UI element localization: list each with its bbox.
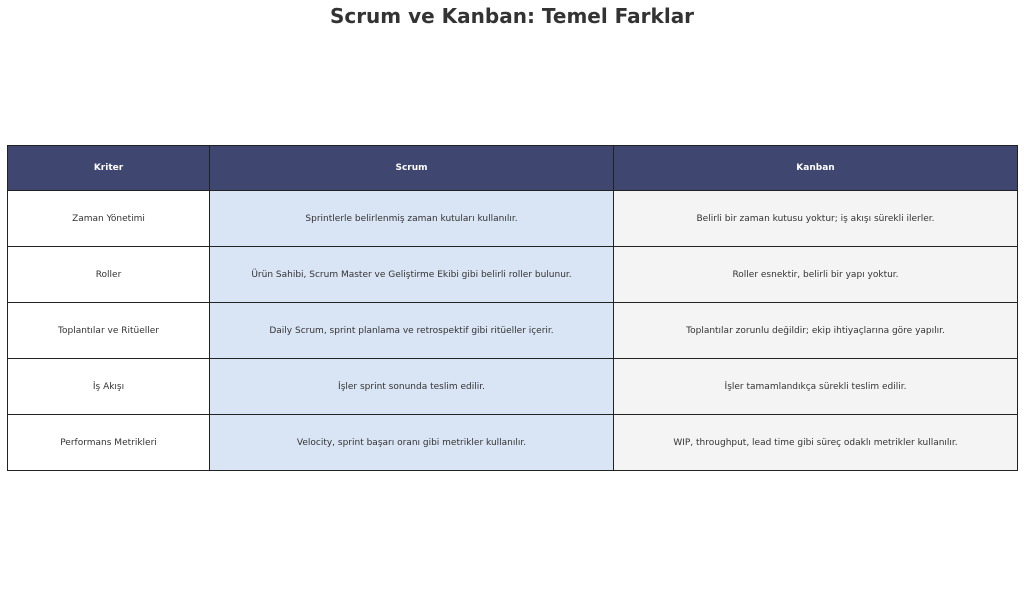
scrum-cell: Daily Scrum, sprint planlama ve retrospektif gibi ritüeller içerir. — [210, 303, 614, 359]
scrum-cell: İşler sprint sonunda teslim edilir. — [210, 359, 614, 415]
comparison-table — [7, 145, 1018, 471]
criterion-cell: Zaman Yönetimi — [8, 191, 210, 247]
table-row — [8, 359, 1018, 415]
criterion-cell: Performans Metrikleri — [8, 415, 210, 471]
column-header-criterion: Kriter — [8, 146, 210, 191]
scrum-cell: Sprintlerle belirlenmiş zaman kutuları kullanılır. — [210, 191, 614, 247]
column-header-kanban: Kanban — [614, 146, 1018, 191]
kanban-cell: Roller esnektir, belirli bir yapı yoktur. — [614, 247, 1018, 303]
scrum-cell: Velocity, sprint başarı oranı gibi metrikler kullanılır. — [210, 415, 614, 471]
table-row — [8, 303, 1018, 359]
criterion-cell: Toplantılar ve Ritüeller — [8, 303, 210, 359]
criterion-cell: İş Akışı — [8, 359, 210, 415]
chart-title: Scrum ve Kanban: Temel Farklar — [329, 4, 695, 28]
kanban-cell: Toplantılar zorunlu değildir; ekip ihtiyaçlarına göre yapılır. — [614, 303, 1018, 359]
table-row — [8, 247, 1018, 303]
criterion-cell: Roller — [8, 247, 210, 303]
table-row — [8, 191, 1018, 247]
table-header-row — [8, 146, 1018, 191]
kanban-cell: WIP, throughput, lead time gibi süreç odaklı metrikler kullanılır. — [614, 415, 1018, 471]
table-row — [8, 415, 1018, 471]
kanban-cell: Belirli bir zaman kutusu yoktur; iş akışı sürekli ilerler. — [614, 191, 1018, 247]
kanban-cell: İşler tamamlandıkça sürekli teslim edilir. — [614, 359, 1018, 415]
column-header-scrum: Scrum — [210, 146, 614, 191]
scrum-cell: Ürün Sahibi, Scrum Master ve Geliştirme Ekibi gibi belirli roller bulunur. — [210, 247, 614, 303]
